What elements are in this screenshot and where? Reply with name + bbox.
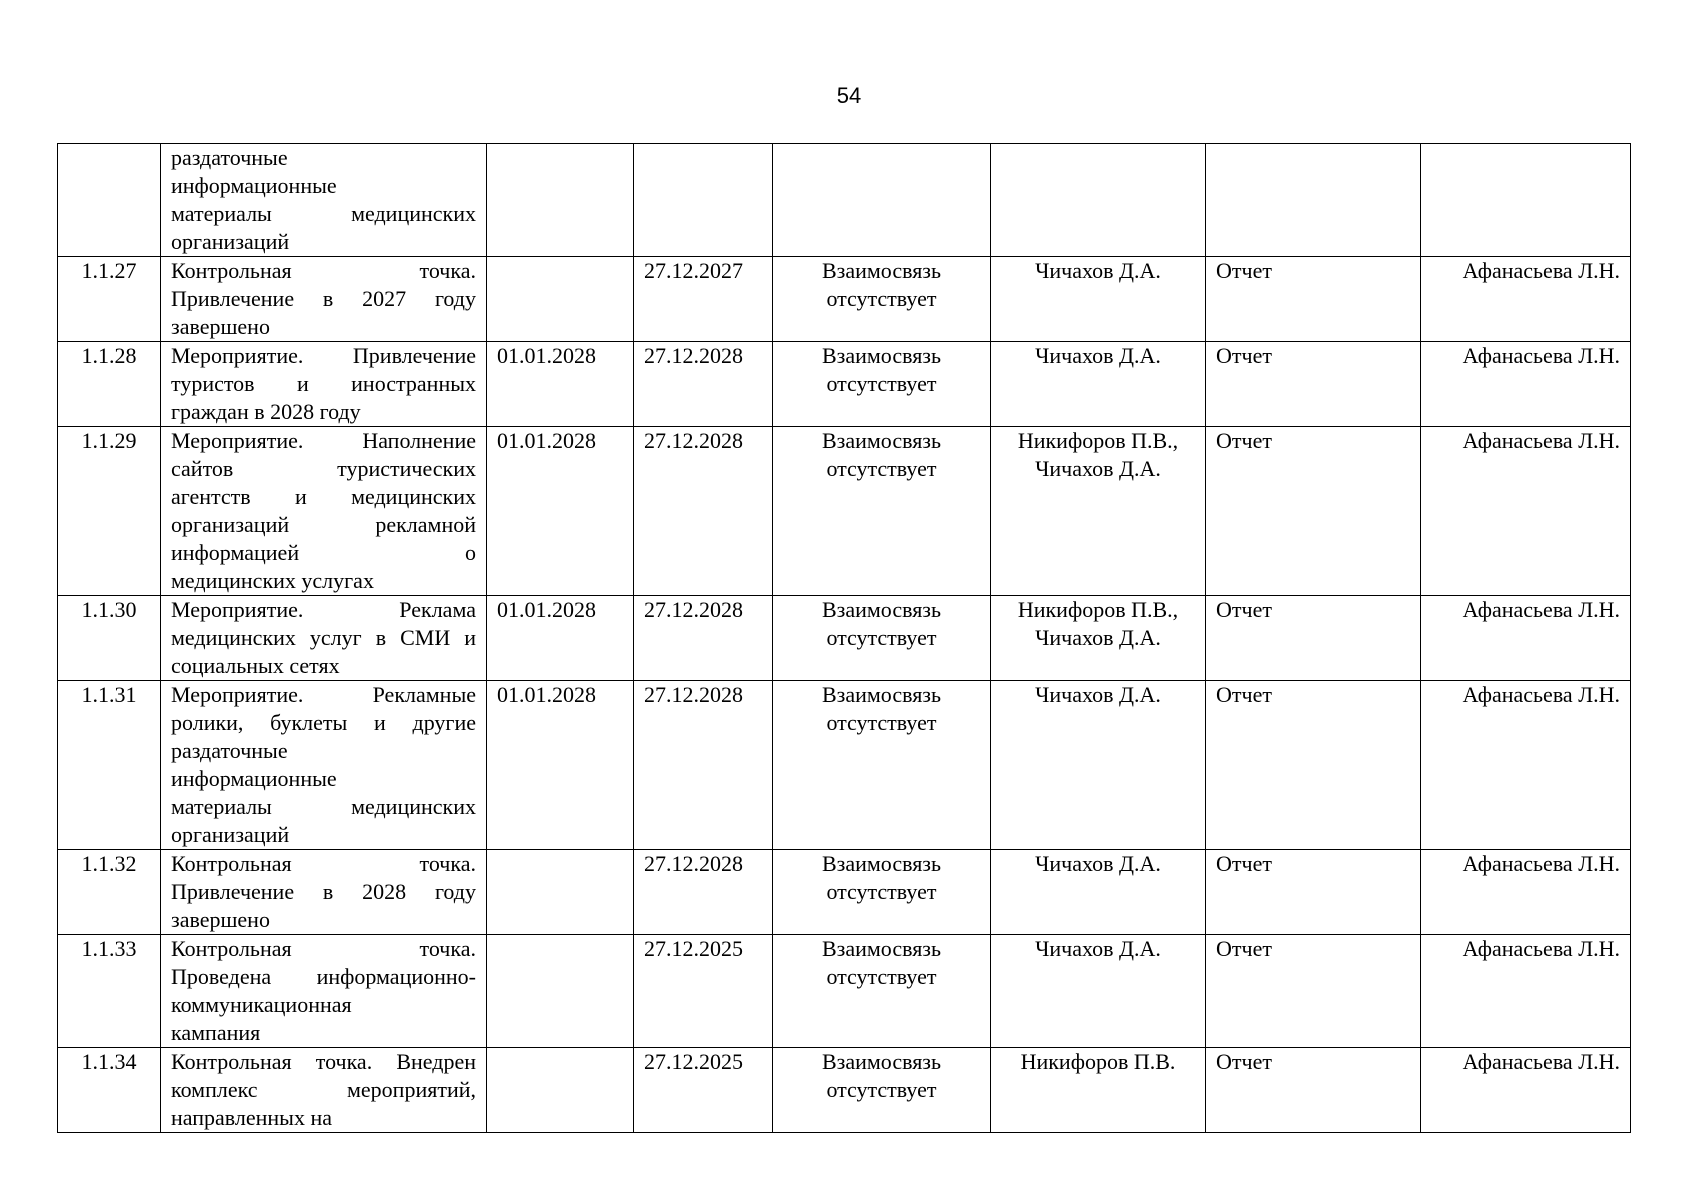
table-body	[58, 144, 1631, 1133]
row-number: 1.1.32	[81, 851, 137, 876]
activity-name-line: раздаточные	[171, 145, 288, 170]
relationship-cell	[773, 427, 991, 596]
table-row	[58, 596, 1631, 681]
activity-name-line: материалы медицинских	[171, 201, 476, 226]
responsible-line: Никифоров П.В.,	[1017, 597, 1179, 622]
activity-name-line: социальных сетях	[171, 653, 340, 678]
responsible-line: Чичахов Д.А.	[1035, 343, 1161, 368]
controller-cell	[1421, 427, 1631, 596]
table-row	[58, 1048, 1631, 1133]
controller-cell	[1421, 681, 1631, 850]
responsible-cell	[991, 935, 1206, 1048]
end-date-cell	[634, 935, 773, 1048]
activity-name-line: завершено	[171, 314, 270, 339]
controller-cell	[1421, 342, 1631, 427]
row-number-cell	[58, 342, 161, 427]
activity-name-line: кампания	[171, 1020, 261, 1045]
table-row	[58, 935, 1631, 1048]
activity-name-line: медицинских услуг в СМИ и	[171, 625, 476, 650]
start-date-cell	[487, 1048, 634, 1133]
relationship-line: отсутствует	[826, 371, 937, 396]
row-number-cell	[58, 596, 161, 681]
responsible-line: Чичахов Д.А.	[1035, 258, 1161, 283]
relationship-line: отсутствует	[826, 456, 937, 481]
end-date-cell	[634, 1048, 773, 1133]
start-date-cell	[487, 935, 634, 1048]
row-number: 1.1.31	[81, 682, 137, 707]
relationship-cell	[773, 1048, 991, 1133]
document-type: Отчет	[1216, 597, 1272, 622]
end-date: 27.12.2027	[644, 258, 743, 283]
controller-name: Афанасьева Л.Н.	[1462, 936, 1620, 961]
activity-name-line: туристов и иностранных	[171, 371, 476, 396]
activity-name-line: агентств и медицинских	[171, 484, 476, 509]
start-date: 01.01.2028	[497, 597, 596, 622]
start-date-cell	[487, 257, 634, 342]
responsible-cell	[991, 850, 1206, 935]
relationship-cell	[773, 144, 991, 257]
row-number-cell	[58, 427, 161, 596]
activity-name-line: Привлечение в 2028 году	[171, 879, 476, 904]
document-type-cell	[1206, 596, 1421, 681]
activity-name-line: информационные	[171, 173, 337, 198]
row-number-cell	[58, 257, 161, 342]
row-number-cell	[58, 681, 161, 850]
start-date-cell	[487, 681, 634, 850]
row-number: 1.1.28	[81, 343, 137, 368]
start-date: 01.01.2028	[497, 428, 596, 453]
activity-name-line: материалы медицинских	[171, 794, 476, 819]
responsible-line: Чичахов Д.А.	[1035, 456, 1161, 481]
activity-name-line: Контрольная точка.	[171, 258, 476, 283]
responsible-cell	[991, 681, 1206, 850]
document-type: Отчет	[1216, 851, 1272, 876]
end-date-cell	[634, 850, 773, 935]
end-date: 27.12.2028	[644, 597, 743, 622]
start-date: 01.01.2028	[497, 343, 596, 368]
controller-name: Афанасьева Л.Н.	[1462, 343, 1620, 368]
relationship-line: Взаимосвязь	[821, 258, 942, 283]
end-date-cell	[634, 596, 773, 681]
controller-cell	[1421, 596, 1631, 681]
row-number: 1.1.29	[81, 428, 137, 453]
row-number: 1.1.30	[81, 597, 137, 622]
document-type-cell	[1206, 1048, 1421, 1133]
responsible-line: Чичахов Д.А.	[1035, 625, 1161, 650]
start-date-cell	[487, 342, 634, 427]
activity-name-cell	[161, 342, 487, 427]
responsible-cell	[991, 596, 1206, 681]
activity-name-line: коммуникационная	[171, 992, 352, 1017]
row-number: 1.1.34	[81, 1049, 137, 1074]
activity-name-line: раздаточные	[171, 738, 288, 763]
activity-name-cell	[161, 850, 487, 935]
end-date-cell	[634, 257, 773, 342]
activity-name-line: Привлечение в 2027 году	[171, 286, 476, 311]
relationship-cell	[773, 342, 991, 427]
start-date-cell	[487, 427, 634, 596]
end-date: 27.12.2028	[644, 682, 743, 707]
start-date: 01.01.2028	[497, 682, 596, 707]
page-number: 54	[836, 83, 862, 108]
activity-name-line: Мероприятие. Рекламные	[171, 682, 476, 707]
relationship-line: Взаимосвязь	[821, 851, 942, 876]
activity-name-cell	[161, 257, 487, 342]
relationship-line: Взаимосвязь	[821, 428, 942, 453]
activity-name-line: Мероприятие. Привлечение	[171, 343, 476, 368]
controller-name: Афанасьева Л.Н.	[1462, 258, 1620, 283]
relationship-line: Взаимосвязь	[821, 597, 942, 622]
controller-name: Афанасьева Л.Н.	[1462, 1049, 1620, 1074]
controller-name: Афанасьева Л.Н.	[1462, 597, 1620, 622]
document-type-cell	[1206, 935, 1421, 1048]
relationship-line: отсутствует	[826, 710, 937, 735]
end-date: 27.12.2028	[644, 428, 743, 453]
activity-name-line: направленных на	[171, 1105, 332, 1130]
activity-name-line: комплекс мероприятий,	[171, 1077, 476, 1102]
controller-cell	[1421, 850, 1631, 935]
activity-name-line: Проведена информационно-	[171, 964, 476, 989]
controller-cell	[1421, 144, 1631, 257]
controller-cell	[1421, 1048, 1631, 1133]
table-row	[58, 144, 1631, 257]
responsible-line: Никифоров П.В.	[1020, 1049, 1176, 1074]
end-date: 27.12.2025	[644, 936, 743, 961]
document-type-cell	[1206, 427, 1421, 596]
relationship-line: отсутствует	[826, 625, 937, 650]
activity-name-line: информационные	[171, 766, 337, 791]
relationship-line: Взаимосвязь	[821, 682, 942, 707]
start-date-cell	[487, 596, 634, 681]
responsible-line: Никифоров П.В.,	[1017, 428, 1179, 453]
table-row	[58, 850, 1631, 935]
end-date-cell	[634, 427, 773, 596]
activity-name-cell	[161, 681, 487, 850]
row-number-cell	[58, 850, 161, 935]
controller-name: Афанасьева Л.Н.	[1462, 682, 1620, 707]
end-date-cell	[634, 342, 773, 427]
activity-name-line: медицинских услугах	[171, 568, 374, 593]
document-type: Отчет	[1216, 682, 1272, 707]
controller-name: Афанасьева Л.Н.	[1462, 428, 1620, 453]
relationship-line: отсутствует	[826, 879, 937, 904]
table-row	[58, 681, 1631, 850]
row-number: 1.1.27	[81, 258, 137, 283]
relationship-cell	[773, 596, 991, 681]
responsible-cell	[991, 427, 1206, 596]
controller-cell	[1421, 257, 1631, 342]
document-type-cell	[1206, 681, 1421, 850]
activity-name-cell	[161, 935, 487, 1048]
relationship-line: отсутствует	[826, 286, 937, 311]
end-date: 27.12.2028	[644, 343, 743, 368]
relationship-cell	[773, 681, 991, 850]
relationship-line: Взаимосвязь	[821, 936, 942, 961]
activity-name-line: организаций	[171, 822, 290, 847]
start-date-cell	[487, 144, 634, 257]
responsible-line: Чичахов Д.А.	[1035, 936, 1161, 961]
activity-name-line: Мероприятие. Наполнение	[171, 428, 476, 453]
relationship-line: отсутствует	[826, 1077, 937, 1102]
end-date-cell	[634, 681, 773, 850]
document-type-cell	[1206, 342, 1421, 427]
plan-table	[57, 143, 1631, 1133]
activity-name-line: завершено	[171, 907, 270, 932]
activity-name-line: Контрольная точка. Внедрен	[171, 1049, 476, 1074]
controller-cell	[1421, 935, 1631, 1048]
document-type: Отчет	[1216, 1049, 1272, 1074]
responsible-line: Чичахов Д.А.	[1035, 682, 1161, 707]
activity-name-cell	[161, 596, 487, 681]
row-number-cell	[58, 144, 161, 257]
activity-name-line: ролики, буклеты и другие	[171, 710, 476, 735]
activity-name-line: сайтов туристических	[171, 456, 476, 481]
document-type-cell	[1206, 257, 1421, 342]
activity-name-cell	[161, 427, 487, 596]
activity-name-line: граждан в 2028 году	[171, 399, 361, 424]
responsible-cell	[991, 257, 1206, 342]
table-row	[58, 342, 1631, 427]
document-type-cell	[1206, 144, 1421, 257]
activity-name-cell	[161, 144, 487, 257]
document-type-cell	[1206, 850, 1421, 935]
activity-name-cell	[161, 1048, 487, 1133]
responsible-cell	[991, 342, 1206, 427]
row-number: 1.1.33	[81, 936, 137, 961]
document-type: Отчет	[1216, 936, 1272, 961]
start-date-cell	[487, 850, 634, 935]
end-date: 27.12.2028	[644, 851, 743, 876]
relationship-cell	[773, 935, 991, 1048]
end-date: 27.12.2025	[644, 1049, 743, 1074]
relationship-line: Взаимосвязь	[821, 343, 942, 368]
relationship-cell	[773, 850, 991, 935]
row-number-cell	[58, 935, 161, 1048]
document-type: Отчет	[1216, 343, 1272, 368]
relationship-cell	[773, 257, 991, 342]
end-date-cell	[634, 144, 773, 257]
activity-name-line: Контрольная точка.	[171, 851, 476, 876]
relationship-line: отсутствует	[826, 964, 937, 989]
responsible-line: Чичахов Д.А.	[1035, 851, 1161, 876]
activity-name-line: организаций рекламной	[171, 512, 476, 537]
row-number-cell	[58, 1048, 161, 1133]
responsible-cell	[991, 1048, 1206, 1133]
activity-name-line: Мероприятие. Реклама	[171, 597, 476, 622]
controller-name: Афанасьева Л.Н.	[1462, 851, 1620, 876]
responsible-cell	[991, 144, 1206, 257]
activity-name-line: информацией о	[171, 540, 476, 565]
activity-name-line: организаций	[171, 229, 290, 254]
table-row	[58, 427, 1631, 596]
relationship-line: Взаимосвязь	[821, 1049, 942, 1074]
document-type: Отчет	[1216, 428, 1272, 453]
activity-name-line: Контрольная точка.	[171, 936, 476, 961]
table-row	[58, 257, 1631, 342]
document-type: Отчет	[1216, 258, 1272, 283]
